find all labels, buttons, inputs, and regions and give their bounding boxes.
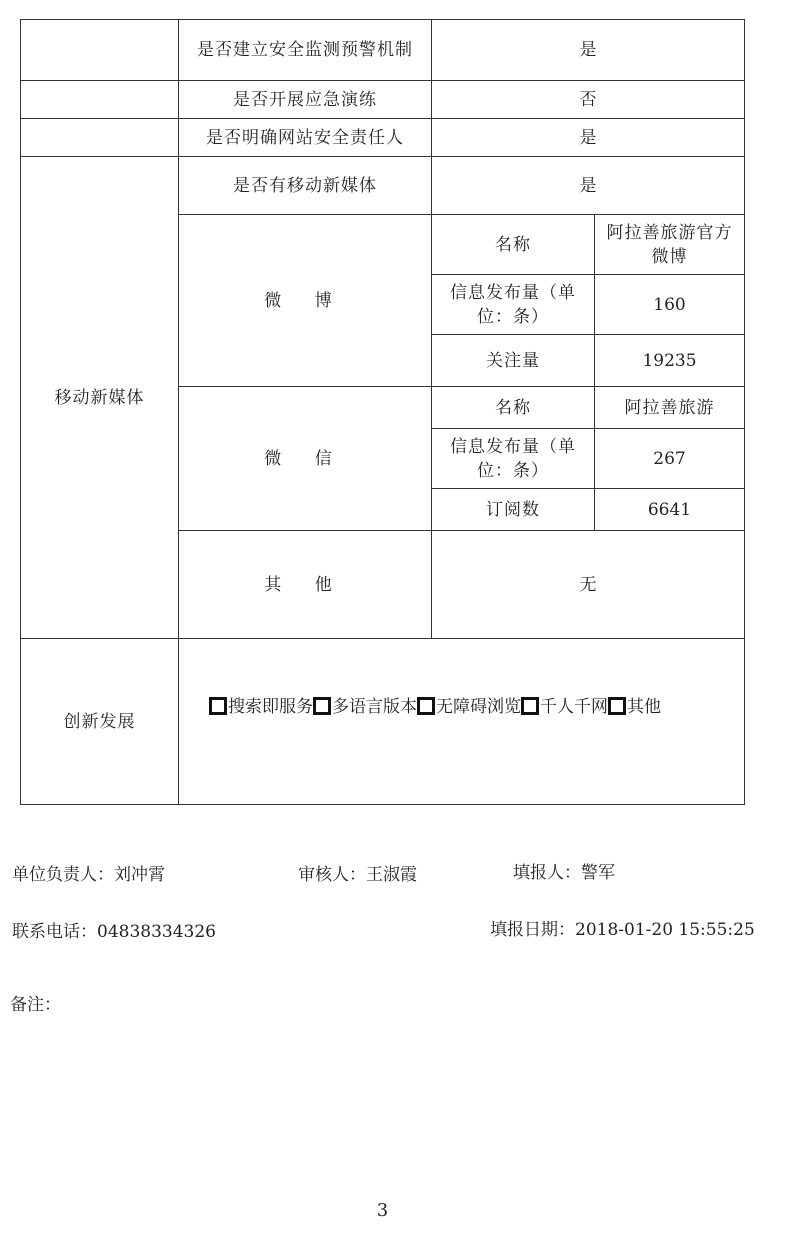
responsible-value: 是 (432, 119, 745, 157)
weibo-name-label: 名称 (432, 215, 595, 275)
wechat-subscribers-value: 6641 (595, 489, 745, 531)
weibo-name-value: 阿拉善旅游官方微博 (595, 215, 745, 275)
innovation-options (209, 695, 661, 719)
report-table (20, 19, 745, 805)
filler: 填报人：警军 (513, 863, 615, 883)
empty-section-cell (21, 20, 179, 81)
responsible-label: 是否明确网站安全责任人 (179, 119, 432, 157)
fill-date: 填报日期：2018-01-20 15:55:25 (490, 920, 755, 940)
option-accessibility[interactable]: 无障碍浏览 (417, 695, 521, 719)
weibo-followers-label: 关注量 (432, 335, 595, 387)
wechat-posts-value: 267 (595, 429, 745, 489)
empty-section-cell (21, 81, 179, 119)
wechat-name-value: 阿拉善旅游 (595, 387, 745, 429)
wechat-name-label: 名称 (432, 387, 595, 429)
other-media-label: 其 他 (179, 531, 432, 639)
checkbox-icon[interactable] (608, 697, 626, 715)
option-search-as-service[interactable]: 搜索即服务 (209, 695, 313, 719)
innovation-label: 创新发展 (21, 639, 179, 805)
weibo-followers-value: 19235 (595, 335, 745, 387)
option-personalized[interactable]: 千人千网 (521, 695, 608, 719)
checkbox-icon[interactable] (209, 697, 227, 715)
wechat-label: 微 信 (179, 387, 432, 531)
monitoring-label: 是否建立安全监测预警机制 (179, 20, 432, 81)
checkbox-icon[interactable] (313, 697, 331, 715)
option-multilingual[interactable]: 多语言版本 (313, 695, 417, 719)
remarks-label: 备注： (10, 995, 61, 1015)
weibo-posts-label: 信息发布量（单位：条） (432, 275, 595, 335)
reviewer: 审核人：王淑霞 (298, 865, 417, 885)
contact-phone: 联系电话：04838334326 (12, 922, 216, 942)
monitoring-value: 是 (432, 20, 745, 81)
option-other[interactable]: 其他 (608, 695, 661, 719)
mobile-media-section-label: 移动新媒体 (21, 157, 179, 639)
has-mobile-media-label: 是否有移动新媒体 (179, 157, 432, 215)
unit-head: 单位负责人：刘冲霄 (12, 865, 165, 885)
has-mobile-media-value: 是 (432, 157, 745, 215)
wechat-posts-label: 信息发布量（单位：条） (432, 429, 595, 489)
drill-label: 是否开展应急演练 (179, 81, 432, 119)
page-number: 3 (376, 1200, 389, 1221)
empty-section-cell (21, 119, 179, 157)
weibo-label: 微 博 (179, 215, 432, 387)
other-media-value: 无 (432, 531, 745, 639)
checkbox-icon[interactable] (521, 697, 539, 715)
checkbox-icon[interactable] (417, 697, 435, 715)
weibo-posts-value: 160 (595, 275, 745, 335)
drill-value: 否 (432, 81, 745, 119)
innovation-options-cell (179, 639, 745, 805)
wechat-subscribers-label: 订阅数 (432, 489, 595, 531)
